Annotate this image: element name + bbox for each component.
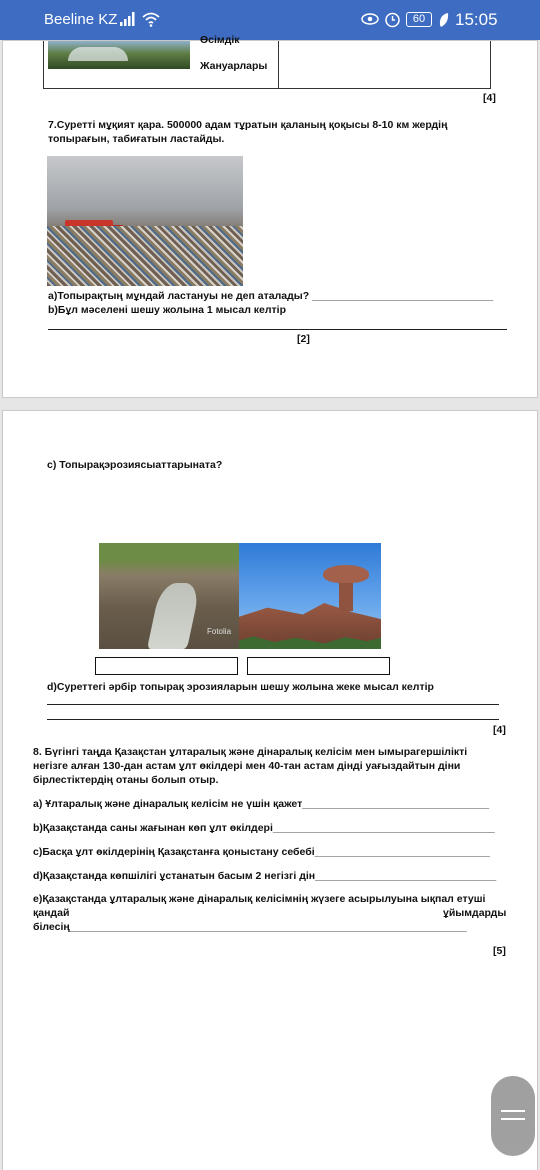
score-label: [4] [493, 724, 506, 736]
eye-comfort-icon [361, 12, 379, 26]
question-8c: с)Басқа ұлт өкілдерінің Қазақстанға қоныстану себебі______________________________ [33, 846, 490, 858]
alarm-icon [384, 11, 401, 28]
battery-saver-icon [438, 12, 450, 28]
table-fragment [43, 34, 491, 89]
answer-line [47, 719, 499, 720]
landscape-image [48, 41, 190, 69]
answer-line [48, 329, 507, 330]
wind-erosion-rock-photo [239, 543, 381, 649]
status-bar [0, 0, 540, 40]
landfill-photo [47, 156, 243, 286]
table-cell-plants: Өсімдік [200, 34, 240, 46]
score-label: [4] [483, 92, 496, 104]
score-label: [2] [297, 333, 310, 345]
question-8b: b)Қазақстанда саны жағынан көп ұлт өкілдері______________________________________ [33, 822, 495, 834]
question-8d: d)Қазақстанда көпшілігі ұстанатын басым 2 негізгі дін_______________________________ [33, 870, 497, 882]
question-7b: b)Бұл мәселені шешу жолына 1 мысал келтір [48, 304, 287, 316]
answer-line [47, 704, 499, 705]
question-8e-cont: ұйымдарды [443, 907, 507, 919]
battery-level: 60 [406, 12, 432, 27]
clock-time: 15:05 [455, 10, 498, 29]
question-8e: е)Қазақстанда ұлтаралық және дінаралық келісімнің жүзеге асырылуына ықпал етуші [33, 893, 486, 905]
document-page-2[interactable] [2, 410, 538, 1170]
question-8e-cont: қандай [33, 907, 70, 919]
question-8e-cont: білесің____________________________________________________________________ [33, 921, 467, 933]
question-7-text-cont: топырағын, табиғатын ластайды. [48, 133, 225, 145]
carrier-name: Beeline KZ [44, 11, 118, 28]
question-8-text-cont: бірлестіктердің отаны болып отыр. [33, 774, 219, 786]
photo-watermark: Fotolia [207, 627, 232, 636]
question-7a: а)Топырақтың мұндай ластануы не деп аталады? _______________________________ [48, 290, 494, 302]
answer-box-right[interactable] [247, 657, 390, 675]
question-8a: а) Ұлтаралық және дінаралық келісім не үшін қажет________________________________ [33, 798, 490, 810]
question-8-text: 8. Бүгінгі таңда Қазақстан ұлтаралық және дінаралық келісім мен ымырагершілікті [33, 746, 468, 758]
answer-box-left[interactable] [95, 657, 238, 675]
gully-erosion-photo [99, 543, 239, 649]
question-d: d)Суреттегі әрбір топырақ эрозияларын шешу жолына жеке мысал келтір [47, 681, 434, 693]
scroll-handle-button[interactable] [491, 1076, 535, 1156]
signal-icon [120, 12, 138, 26]
question-8-text-cont: негізге алған 130-дан астам ұлт өкілдері мен 40-тан астам дінді уағыздайтын діни [33, 760, 461, 772]
wifi-icon [142, 11, 160, 27]
table-cell-animals: Жануарлары [200, 60, 268, 72]
document-page-1[interactable] [2, 34, 538, 398]
question-7-text: 7.Суретті мұқият қара. 500000 адам тұратын қаланың қоқысы 8-10 км жердің [48, 119, 448, 131]
menu-icon [501, 1110, 525, 1112]
question-c: c) Топырақэрозиясыаттарыната? [47, 459, 223, 471]
score-label: [5] [493, 945, 506, 957]
